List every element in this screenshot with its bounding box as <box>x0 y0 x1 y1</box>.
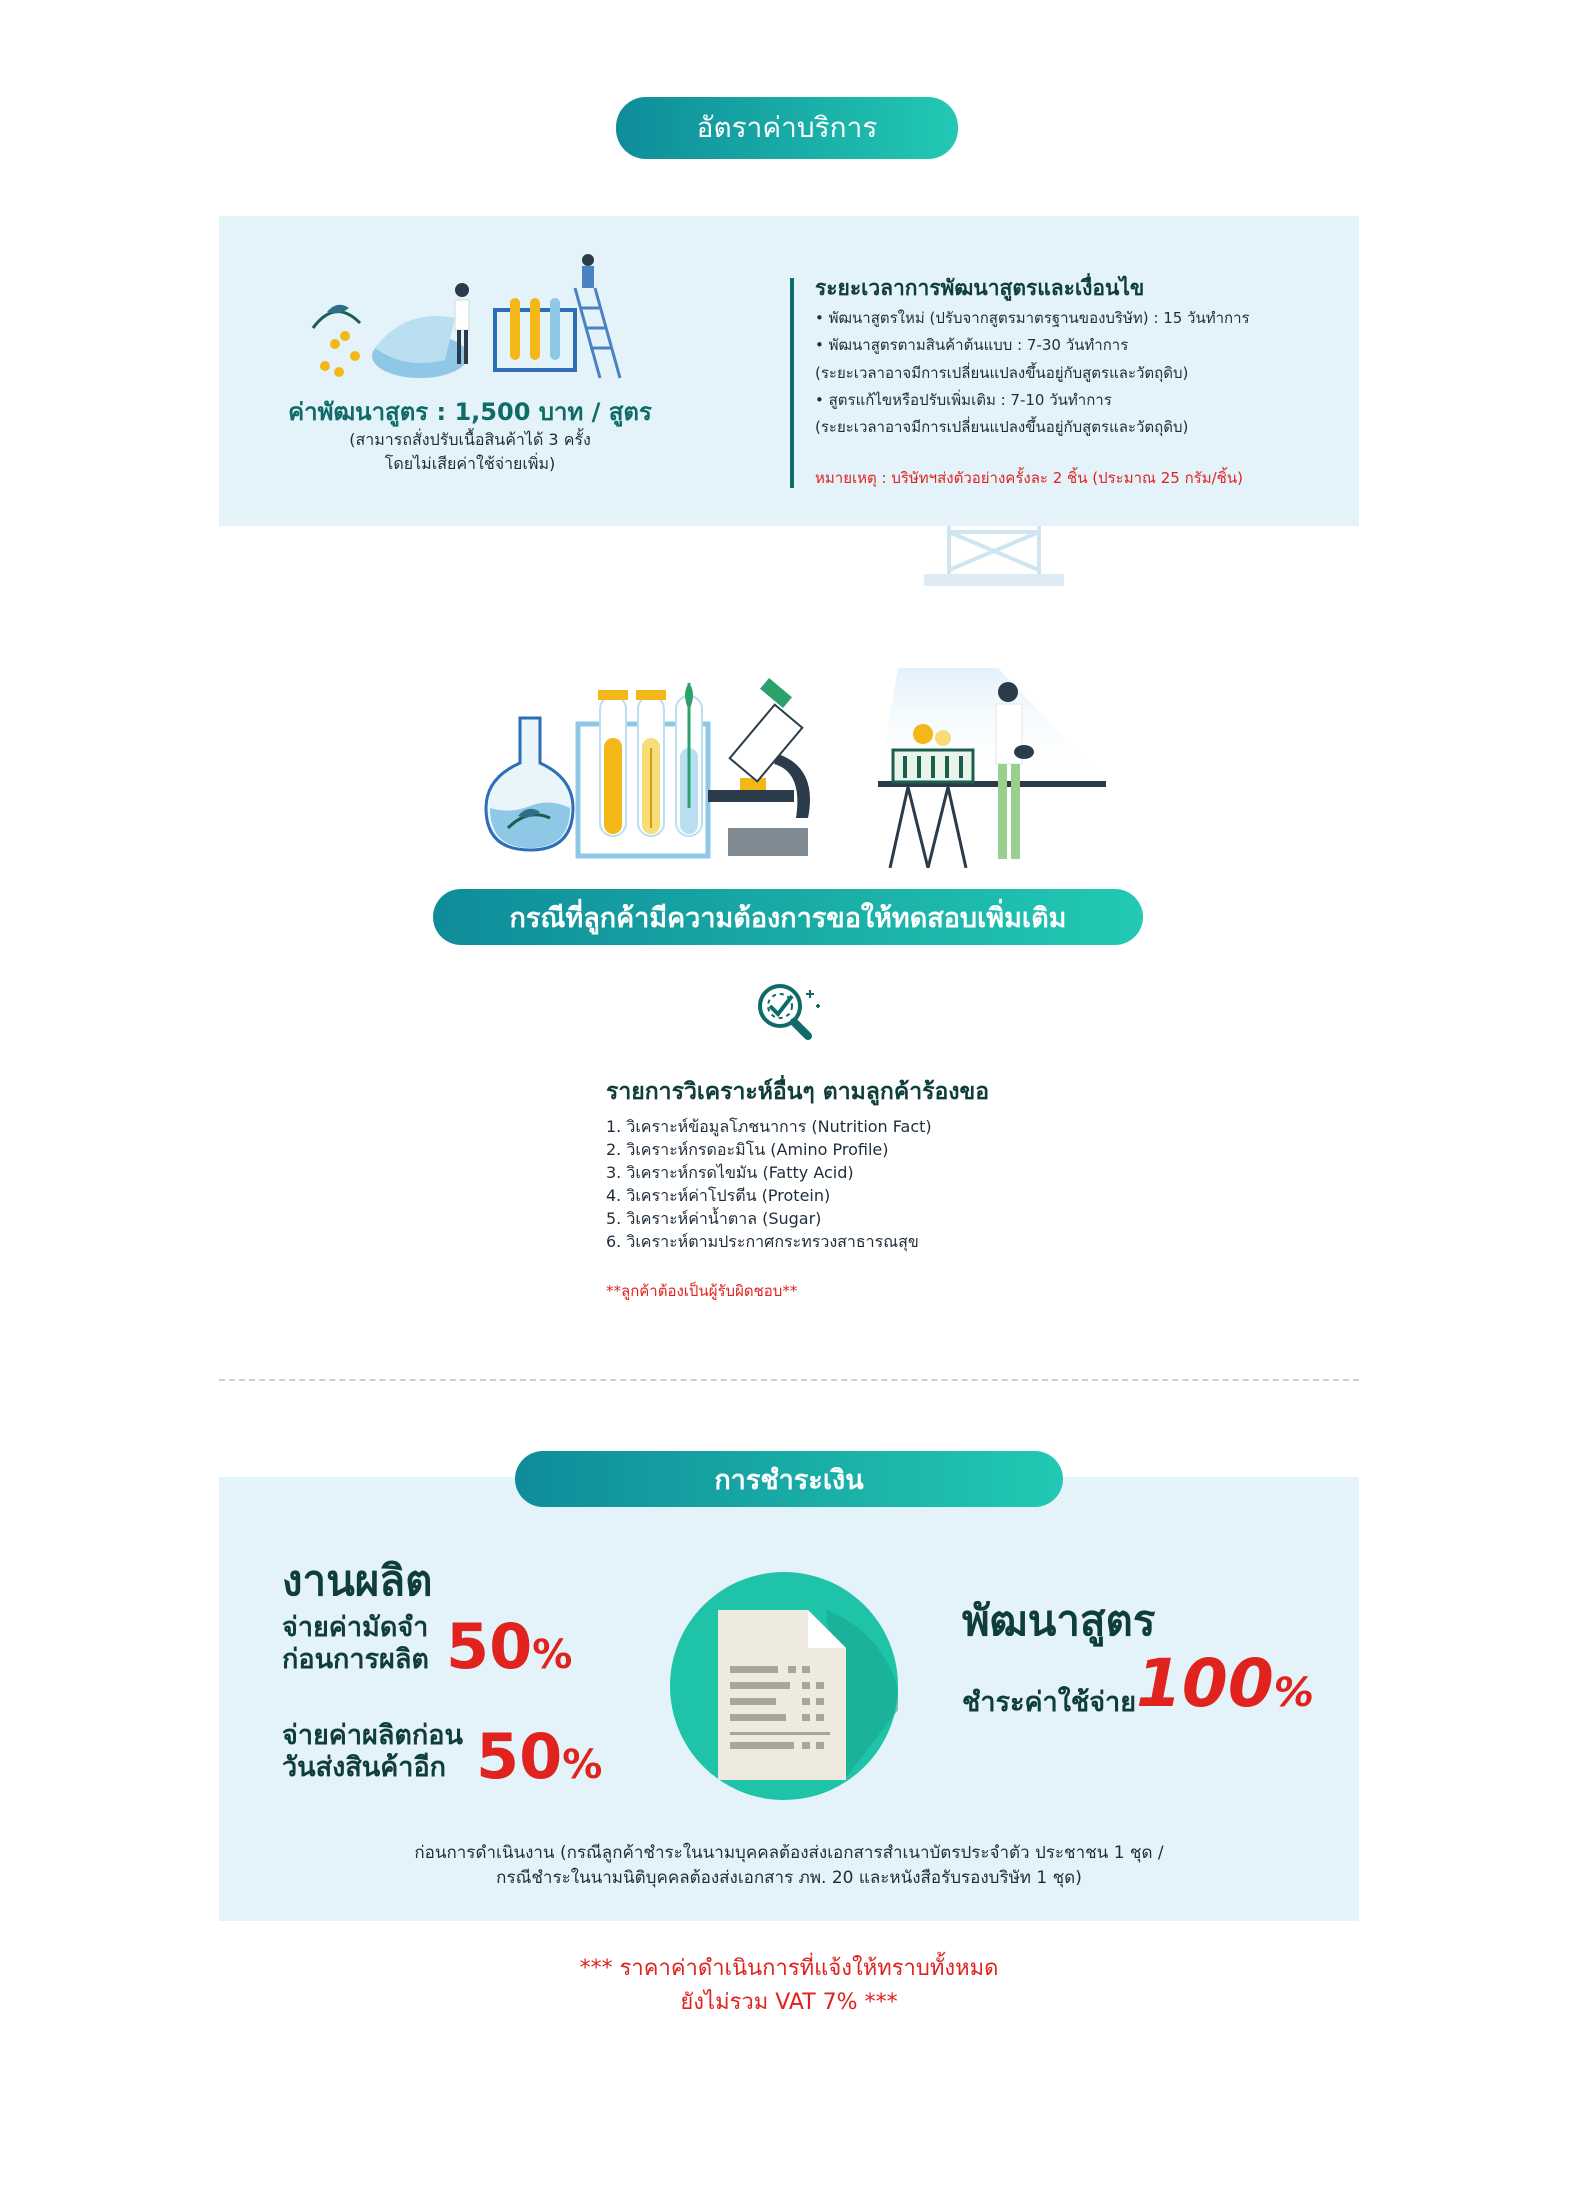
analysis-item: 5. วิเคราะห์ค่าน้ำตาล (Sugar) <box>606 1209 822 1228</box>
vat-notice-line-1: *** ราคาค่าดำเนินการที่แจ้งให้ทราบทั้งหมด <box>579 1956 999 1981</box>
rate-header-label: อัตราค่าบริการ <box>696 111 878 144</box>
timeline-item: • สูตรแก้ไขหรือปรับเพิ่มเติม : 7-10 วันทำการ <box>815 391 1112 409</box>
rate-section-header <box>616 97 958 159</box>
timeline-title: ระยะเวลาการพัฒนาสูตรและเงื่อนไข <box>815 276 1145 300</box>
deposit-label-line-1: จ่ายค่ามัดจำ <box>282 1612 429 1643</box>
production-title: งานผลิต <box>282 1556 433 1605</box>
development-title: พัฒนาสูตร <box>962 1596 1156 1645</box>
lab-scientist-illustration <box>305 248 635 388</box>
analysis-item: 6. วิเคราะห์ตามประกาศกระทรวงสาธารณสุข <box>606 1232 919 1251</box>
development-payment-label: ชำระค่าใช้จ่าย <box>962 1687 1137 1718</box>
timeline-item-note: (ระยะเวลาอาจมีการเปลี่ยนแปลงขึ้นอยู่กับสูตรและวัตถุดิบ) <box>815 418 1189 436</box>
development-percent-value: 100 <box>1136 1645 1274 1722</box>
magnifier-check-icon <box>750 978 826 1048</box>
analysis-list-title: รายการวิเคราะห์อื่นๆ ตามลูกค้าร้องขอ <box>606 1079 990 1105</box>
timeline-item: • พัฒนาสูตรใหม่ (ปรับจากสูตรมาตรฐานของบริษัท) : 15 วันทำการ <box>815 309 1250 327</box>
balance-label-line-1: จ่ายค่าผลิตก่อน <box>282 1720 463 1751</box>
percent-sign: % <box>562 1742 603 1788</box>
balance-label-line-2: วันส่งสินค้าอีก <box>282 1752 447 1783</box>
development-price: ค่าพัฒนาสูตร : 1,500 บาท / สูตร <box>288 398 652 426</box>
extra-test-header-label: กรณีที่ลูกค้ามีความต้องการขอให้ทดสอบเพิ่มเติม <box>509 902 1067 934</box>
deposit-percent-value: 50 <box>446 1610 533 1683</box>
percent-sign: % <box>532 1632 573 1678</box>
scaffold-illustration <box>924 526 1064 588</box>
price-note-line-2: โดยไม่เสียค่าใช้จ่ายเพิ่ม) <box>384 454 556 473</box>
analysis-item: 3. วิเคราะห์กรดไขมัน (Fatty Acid) <box>606 1163 854 1182</box>
payment-header <box>515 1451 1063 1507</box>
sample-remark: หมายเหตุ : บริษัทฯส่งตัวอย่างครั้งละ 2 ชิ้น (ประมาณ 25 กรัม/ชิ้น) <box>815 469 1243 487</box>
customer-responsibility-note: **ลูกค้าต้องเป็นผู้รับผิดชอบ** <box>606 1282 798 1300</box>
vat-notice-line-2: ยังไม่รวม VAT 7% *** <box>680 1990 898 2015</box>
timeline-item-note: (ระยะเวลาอาจมีการเปลี่ยนแปลงขึ้นอยู่กับสูตรและวัตถุดิบ) <box>815 364 1189 382</box>
extra-test-header <box>433 889 1143 945</box>
percent-sign: % <box>1273 1670 1314 1716</box>
laboratory-illustration <box>478 668 1108 868</box>
balance-percent-value: 50 <box>476 1720 563 1793</box>
analysis-item: 1. วิเคราะห์ข้อมูลโภชนาการ (Nutrition Fact) <box>606 1117 932 1136</box>
analysis-item: 2. วิเคราะห์กรดอะมิโน (Amino Profile) <box>606 1140 889 1159</box>
section-divider <box>219 1379 1359 1381</box>
payment-footnote-line-1: ก่อนการดำเนินงาน (กรณีลูกค้าชำระในนามบุคคลต้องส่งเอกสารสำเนาบัตรประจำตัว ประชาชน 1 ชุด / <box>414 1843 1164 1863</box>
analysis-item: 4. วิเคราะห์ค่าโปรตีน (Protein) <box>606 1186 831 1205</box>
balance-percent <box>476 1720 602 1793</box>
payment-header-label: การชำระเงิน <box>714 1464 864 1496</box>
deposit-label-line-2: ก่อนการผลิต <box>282 1644 429 1675</box>
document-invoice-icon <box>668 1570 900 1802</box>
timeline-item: • พัฒนาสูตรตามสินค้าต้นแบบ : 7-30 วันทำการ <box>815 336 1129 354</box>
timeline-divider <box>790 278 794 488</box>
payment-footnote-line-2: กรณีชำระในนามนิติบุคคลต้องส่งเอกสาร ภพ. 20 และหนังสือรับรองบริษัท 1 ชุด) <box>496 1868 1082 1888</box>
development-percent <box>1136 1645 1314 1722</box>
deposit-percent <box>446 1610 572 1683</box>
price-note-line-1: (สามารถสั่งปรับเนื้อสินค้าได้ 3 ครั้ง <box>349 430 591 449</box>
